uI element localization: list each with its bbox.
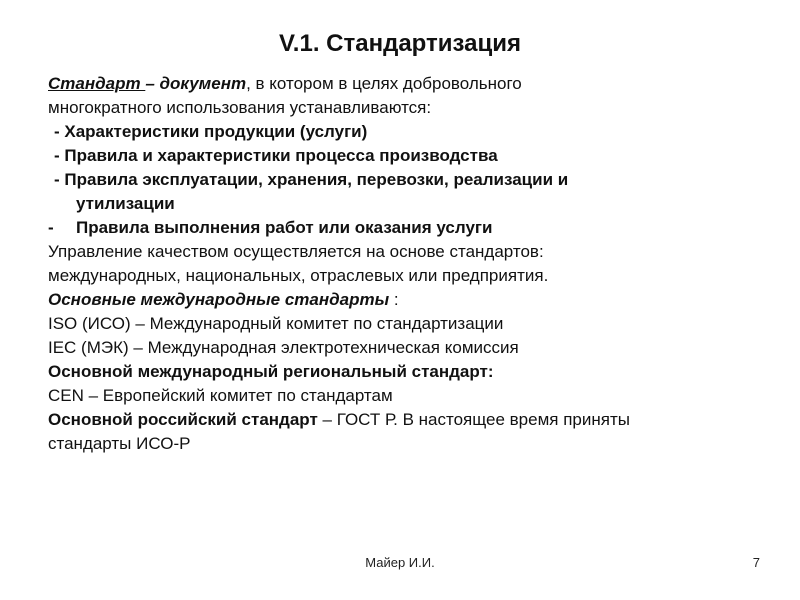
list-item: - Правила и характеристики процесса производства	[54, 146, 498, 165]
quality-text: Управление качеством осуществляется на основе стандартов:	[48, 242, 544, 261]
international-heading-line	[48, 288, 768, 312]
definition-term: Стандарт	[48, 74, 146, 93]
slide-title: V.1. Стандартизация	[279, 30, 521, 57]
definition-word: документ	[159, 74, 247, 93]
footer-author: Майер И.И.	[365, 555, 435, 570]
slide-body	[48, 72, 768, 456]
regional-heading: Основной международный региональный стандарт:	[48, 362, 494, 381]
list-item	[48, 216, 768, 240]
list-item: - Характеристики продукции (услуги)	[54, 122, 368, 141]
quality-text-continuation: международных, национальных, отраслевых или предприятия.	[48, 266, 549, 285]
russian-standard-line	[48, 408, 768, 432]
definition-text: , в котором в целях добровольного	[246, 74, 522, 93]
definition-dash: –	[145, 74, 160, 93]
definition-continuation: многократного использования устанавливаются:	[48, 98, 432, 117]
iso-line: ISO (ИСО) – Международный комитет по стандартизации	[48, 314, 504, 333]
definition-line	[48, 72, 768, 96]
russian-text: – ГОСТ Р. В настоящее время приняты	[317, 410, 630, 429]
russian-heading: Основной российский стандарт	[48, 410, 318, 429]
international-heading: Основные международные стандарты	[48, 290, 390, 309]
iec-line: IEC (МЭК) – Международная электротехническая комиссия	[48, 338, 519, 357]
cen-line: CEN – Европейский комитет по стандартам	[48, 386, 393, 405]
russian-standard-continuation: стандарты ИСО-Р	[48, 434, 191, 453]
list-dash: -	[48, 218, 54, 237]
page-number: 7	[752, 555, 760, 570]
international-heading-colon: :	[389, 290, 399, 309]
list-item-continuation: утилизации	[76, 194, 175, 213]
list-item-text: Правила выполнения работ или оказания услуги	[76, 218, 493, 237]
list-item: - Правила эксплуатации, хранения, перевозки, реализации и	[54, 170, 569, 189]
